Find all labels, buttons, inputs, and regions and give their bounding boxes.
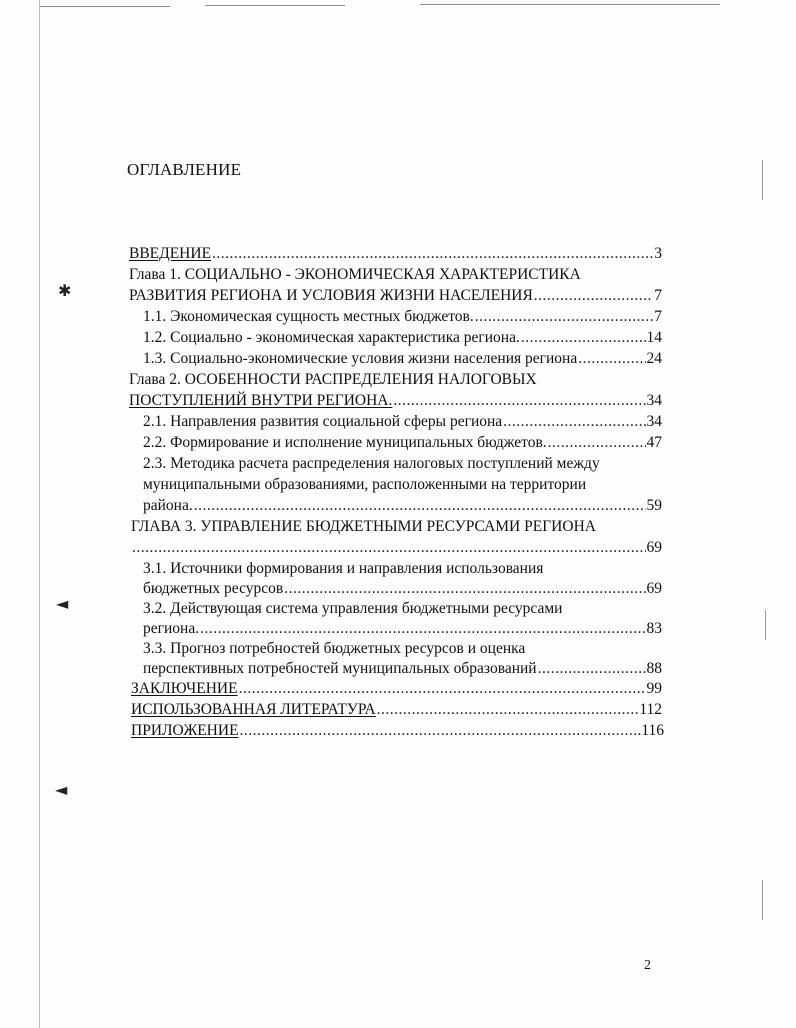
toc-entry-page: 7 [654, 308, 662, 325]
toc-entry-title: Глава 2. ОСОБЕННОСТИ РАСПРЕДЕЛЕНИЯ НАЛОГОВЫХ [129, 371, 537, 388]
binding-hole-mark: ◄ [56, 594, 69, 613]
toc-entry[interactable] [129, 370, 662, 390]
toc-entry-page: 24 [646, 350, 662, 367]
scan-top-line [205, 5, 345, 6]
toc-entry[interactable] [129, 286, 662, 306]
scan-top-line [420, 4, 720, 5]
toc-entry-page: 99 [646, 680, 662, 697]
toc-entry[interactable] [143, 599, 662, 619]
toc-entry[interactable] [143, 659, 662, 679]
toc-entry[interactable] [143, 412, 662, 432]
toc-entry-title: 2.1. Направления развития социальной сферы региона [143, 413, 503, 430]
page-number: 2 [644, 958, 651, 973]
toc-entry-title: ИСПОЛЬЗОВАННАЯ ЛИТЕРАТУРА [131, 701, 376, 718]
toc-entry-title: 1.3. Социально-экономические условия жизни населения региона [143, 350, 578, 367]
binding-hole-mark: ✱ [58, 281, 72, 300]
toc-entry[interactable] [143, 639, 662, 659]
toc-entry-title: РАЗВИТИЯ РЕГИОНА И УСЛОВИЯ ЖИЗНИ НАСЕЛЕНИЯ [129, 287, 533, 304]
toc-entry-title: 3.3. Прогноз потребностей бюджетных ресурсов и оценка [143, 640, 526, 657]
toc-entry-page: 112 [639, 701, 662, 718]
toc-entry[interactable] [131, 721, 664, 741]
toc-entry-title: ВВЕДЕНИЕ [129, 245, 212, 262]
toc-entry[interactable] [131, 679, 662, 699]
binding-hole-mark: ◄ [55, 780, 68, 799]
toc-entry-title: региона. [143, 620, 200, 637]
toc-entry-page: 69 [646, 539, 662, 556]
toc-entry[interactable] [143, 433, 662, 453]
toc-entry-page: 34 [646, 392, 662, 409]
scan-edge-mark [762, 880, 763, 920]
toc-entry-page: 34 [646, 413, 662, 430]
toc-entry[interactable] [143, 349, 662, 369]
toc-entry-page: 14 [646, 329, 662, 346]
toc-entry-title: 3.1. Источники формирования и направления использования [143, 560, 544, 577]
toc-entry[interactable] [129, 265, 662, 285]
toc-entry-page: 47 [646, 434, 662, 451]
toc-heading: ОГЛАВЛЕНИЕ [127, 160, 242, 179]
toc-entry[interactable] [131, 700, 662, 720]
toc-entry-title: 2.3. Методика расчета распределения налоговых поступлений между [143, 455, 600, 472]
toc-entry-title: Глава 1. СОЦИАЛЬНО - ЭКОНОМИЧЕСКАЯ ХАРАКТЕРИСТИКА [129, 266, 581, 283]
toc-entry-title: бюджетных ресурсов [143, 580, 284, 597]
toc-entry[interactable] [143, 579, 662, 599]
toc-entry-title: 1.2. Социально - экономическая характеристика региона. [143, 329, 520, 346]
toc-entry-page: 83 [646, 620, 662, 637]
toc-entry-page: 69 [646, 580, 662, 597]
toc-entry-title: 3.2. Действующая система управления бюджетными ресурсами [143, 600, 563, 617]
toc-entry-page: 3 [654, 245, 662, 262]
toc-entry-title: ГЛАВА 3. УПРАВЛЕНИЕ БЮДЖЕТНЫМИ РЕСУРСАМИ РЕГИОНА [131, 518, 596, 535]
toc-entry-title: ПОСТУПЛЕНИЙ ВНУТРИ РЕГИОНА. [129, 392, 393, 409]
toc-entry[interactable] [143, 328, 662, 348]
toc-entry[interactable] [131, 517, 662, 537]
toc-entry[interactable] [143, 307, 662, 327]
toc-entry-title: 2.2. Формирование и исполнение муниципальных бюджетов. [143, 434, 547, 451]
scan-top-line [40, 6, 170, 7]
toc-entry-page: .116 [637, 722, 664, 739]
toc-entry-title: 1.1. Экономическая сущность местных бюджетов. [143, 308, 474, 325]
toc-entry-title: перспективных потребностей муниципальных образований [143, 660, 537, 677]
toc-entry[interactable] [129, 244, 662, 264]
toc-entry[interactable] [143, 454, 662, 474]
toc-entry-title: ПРИЛОЖЕНИЕ [131, 722, 239, 739]
scan-edge-mark [762, 160, 763, 200]
toc-entry[interactable] [143, 496, 662, 516]
scan-edge-mark [765, 610, 766, 640]
toc-entry[interactable] [143, 475, 662, 495]
toc-entry[interactable] [131, 538, 662, 558]
toc-entry-page: 59 [646, 497, 662, 514]
toc-entry[interactable] [129, 391, 662, 411]
scan-edge-line [39, 0, 40, 1028]
toc-entry-title: муниципальными образованиями, расположенными на территории [143, 476, 587, 493]
toc-entry[interactable] [143, 619, 662, 639]
toc-entry-title: района. [143, 497, 193, 514]
toc-entry[interactable] [143, 559, 662, 579]
toc-entry-page: 88 [646, 660, 662, 677]
toc-entry-page: 7 [654, 287, 662, 304]
toc-entry-title: ЗАКЛЮЧЕНИЕ [131, 680, 238, 697]
